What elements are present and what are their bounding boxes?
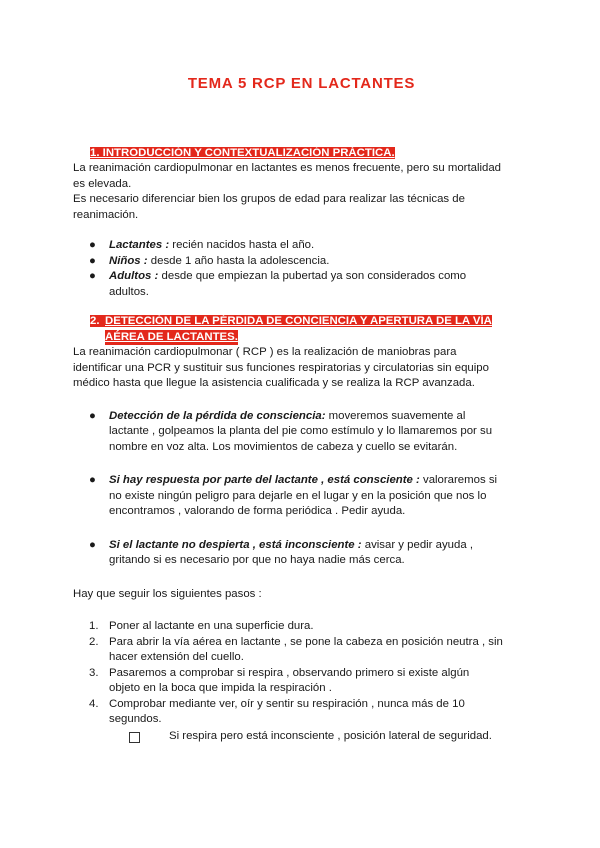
section-2-intro bbox=[73, 345, 530, 392]
list-item-text: Comprobar mediante ver, oír y sentir su respiración , nunca más de 10 bbox=[109, 697, 465, 710]
bullet-icon: ● bbox=[89, 409, 96, 422]
list-item-text: valoraremos si bbox=[419, 474, 498, 486]
step-number: 2. bbox=[89, 635, 99, 648]
age-groups-list bbox=[73, 238, 530, 300]
list-item bbox=[73, 238, 530, 254]
bullet-icon: ● bbox=[89, 270, 96, 282]
list-item-term: Lactantes : bbox=[109, 239, 170, 251]
heading-text: DETECCIÓN DE LA PÉRDIDA DE CONCIENCIA Y APERTURA DE LA VÍA bbox=[105, 315, 492, 327]
checkbox-square-icon bbox=[129, 732, 140, 743]
list-item bbox=[73, 697, 530, 728]
list-item bbox=[73, 269, 530, 300]
list-item-text: encontramos , valorando de forma periódica . Pedir ayuda. bbox=[109, 505, 406, 517]
paragraph-line: Es necesario diferenciar bien los grupos de edad para realizar las técnicas de bbox=[73, 193, 465, 205]
paragraph-line: La reanimación cardiopulmonar en lactantes es menos frecuente, pero su mortalidad bbox=[73, 162, 502, 174]
list-item-text: Para abrir la vía aérea en lactante , se pone la cabeza en posición neutra , sin bbox=[109, 635, 503, 648]
section-2-heading bbox=[90, 314, 530, 345]
section-number: 2. bbox=[90, 315, 100, 327]
paragraph-line: médico hasta que llegue la asistencia cualificada y se realiza la RCP avanzada. bbox=[73, 377, 475, 389]
bullet-icon: ● bbox=[89, 538, 96, 551]
list-item bbox=[73, 619, 530, 635]
list-item-text: recién nacidos hasta el año. bbox=[169, 239, 315, 251]
list-item bbox=[73, 538, 530, 569]
bullet-icon: ● bbox=[89, 239, 96, 251]
list-item bbox=[73, 666, 530, 697]
list-item-text: no existe ningún peligro para dejarle en el lugar y en la posición que nos lo bbox=[109, 489, 487, 502]
list-item bbox=[73, 635, 530, 666]
list-item-text: segundos. bbox=[109, 713, 162, 725]
list-item-term: Detección de la pérdida de consciencia: bbox=[109, 409, 326, 422]
bullet-icon: ● bbox=[89, 474, 96, 486]
section-1-paragraph-1 bbox=[73, 161, 530, 192]
section-2-heading-line-2: AÉREA DE LACTANTES. bbox=[105, 330, 238, 346]
substep-item bbox=[73, 729, 530, 745]
substep-text: Si respira pero está inconsciente , posición lateral de seguridad. bbox=[169, 729, 492, 742]
document-title: TEMA 5 RCP EN LACTANTES bbox=[187, 75, 416, 92]
steps-list bbox=[73, 619, 530, 728]
detection-list bbox=[73, 409, 530, 569]
step-number: 3. bbox=[89, 666, 99, 679]
list-item-text: lactante , golpeamos la planta del pie como estímulo y lo llamaremos por su bbox=[109, 425, 493, 437]
list-item-text: adultos. bbox=[109, 285, 149, 298]
list-item-text: objeto en la boca que impida la respiración . bbox=[109, 682, 332, 694]
step-number: 4. bbox=[89, 697, 99, 710]
paragraph-line: identificar una PCR y sustituir sus funciones respiratorias y circulatorias sin equipo bbox=[73, 361, 489, 374]
list-item-term: Si el lactante no despierta , está inconsciente : bbox=[109, 538, 362, 551]
bullet-icon: ● bbox=[89, 254, 96, 267]
section-1-paragraph-2 bbox=[73, 192, 530, 223]
paragraph-line: es elevada. bbox=[73, 177, 132, 190]
section-1-heading bbox=[90, 146, 530, 162]
list-item-term: Niños : bbox=[109, 254, 148, 267]
list-item-term: Si hay respuesta por parte del lactante , está consciente : bbox=[109, 474, 420, 486]
paragraph-line: reanimación. bbox=[73, 208, 139, 221]
list-item bbox=[73, 473, 530, 520]
section-2-heading-line-1 bbox=[90, 315, 492, 327]
list-item-text: avisar y pedir ayuda , bbox=[361, 538, 474, 551]
list-item-text: Pasaremos a comprobar si respira , observando primero si existe algún bbox=[109, 666, 470, 679]
list-item-text: gritando si es necesario por que no haya nadie más cerca. bbox=[109, 554, 405, 566]
steps-intro: Hay que seguir los siguientes pasos : bbox=[73, 587, 262, 600]
paragraph-line: La reanimación cardiopulmonar ( RCP ) es la realización de maniobras para bbox=[73, 346, 457, 358]
list-item-text: Poner al lactante en una superficie dura. bbox=[109, 620, 314, 632]
list-item-text: desde 1 año hasta la adolescencia. bbox=[147, 254, 330, 267]
list-item-text: desde que empiezan la pubertad ya son considerados como bbox=[158, 270, 467, 282]
section-1-heading-text: 1. INTRODUCCIÓN Y CONTEXTUALIZACIÓN PRÁCTICA. bbox=[90, 146, 395, 159]
list-item bbox=[73, 409, 530, 456]
list-item-text: hacer extensión del cuello. bbox=[109, 651, 244, 663]
step-number: 1. bbox=[89, 620, 99, 632]
list-item-text: moveremos suavemente al bbox=[325, 409, 466, 422]
list-item bbox=[73, 254, 530, 270]
list-item-text: nombre en voz alta. Los movimientos de cabeza y cuello se evitarán. bbox=[109, 440, 458, 453]
list-item-term: Adultos : bbox=[109, 270, 159, 282]
